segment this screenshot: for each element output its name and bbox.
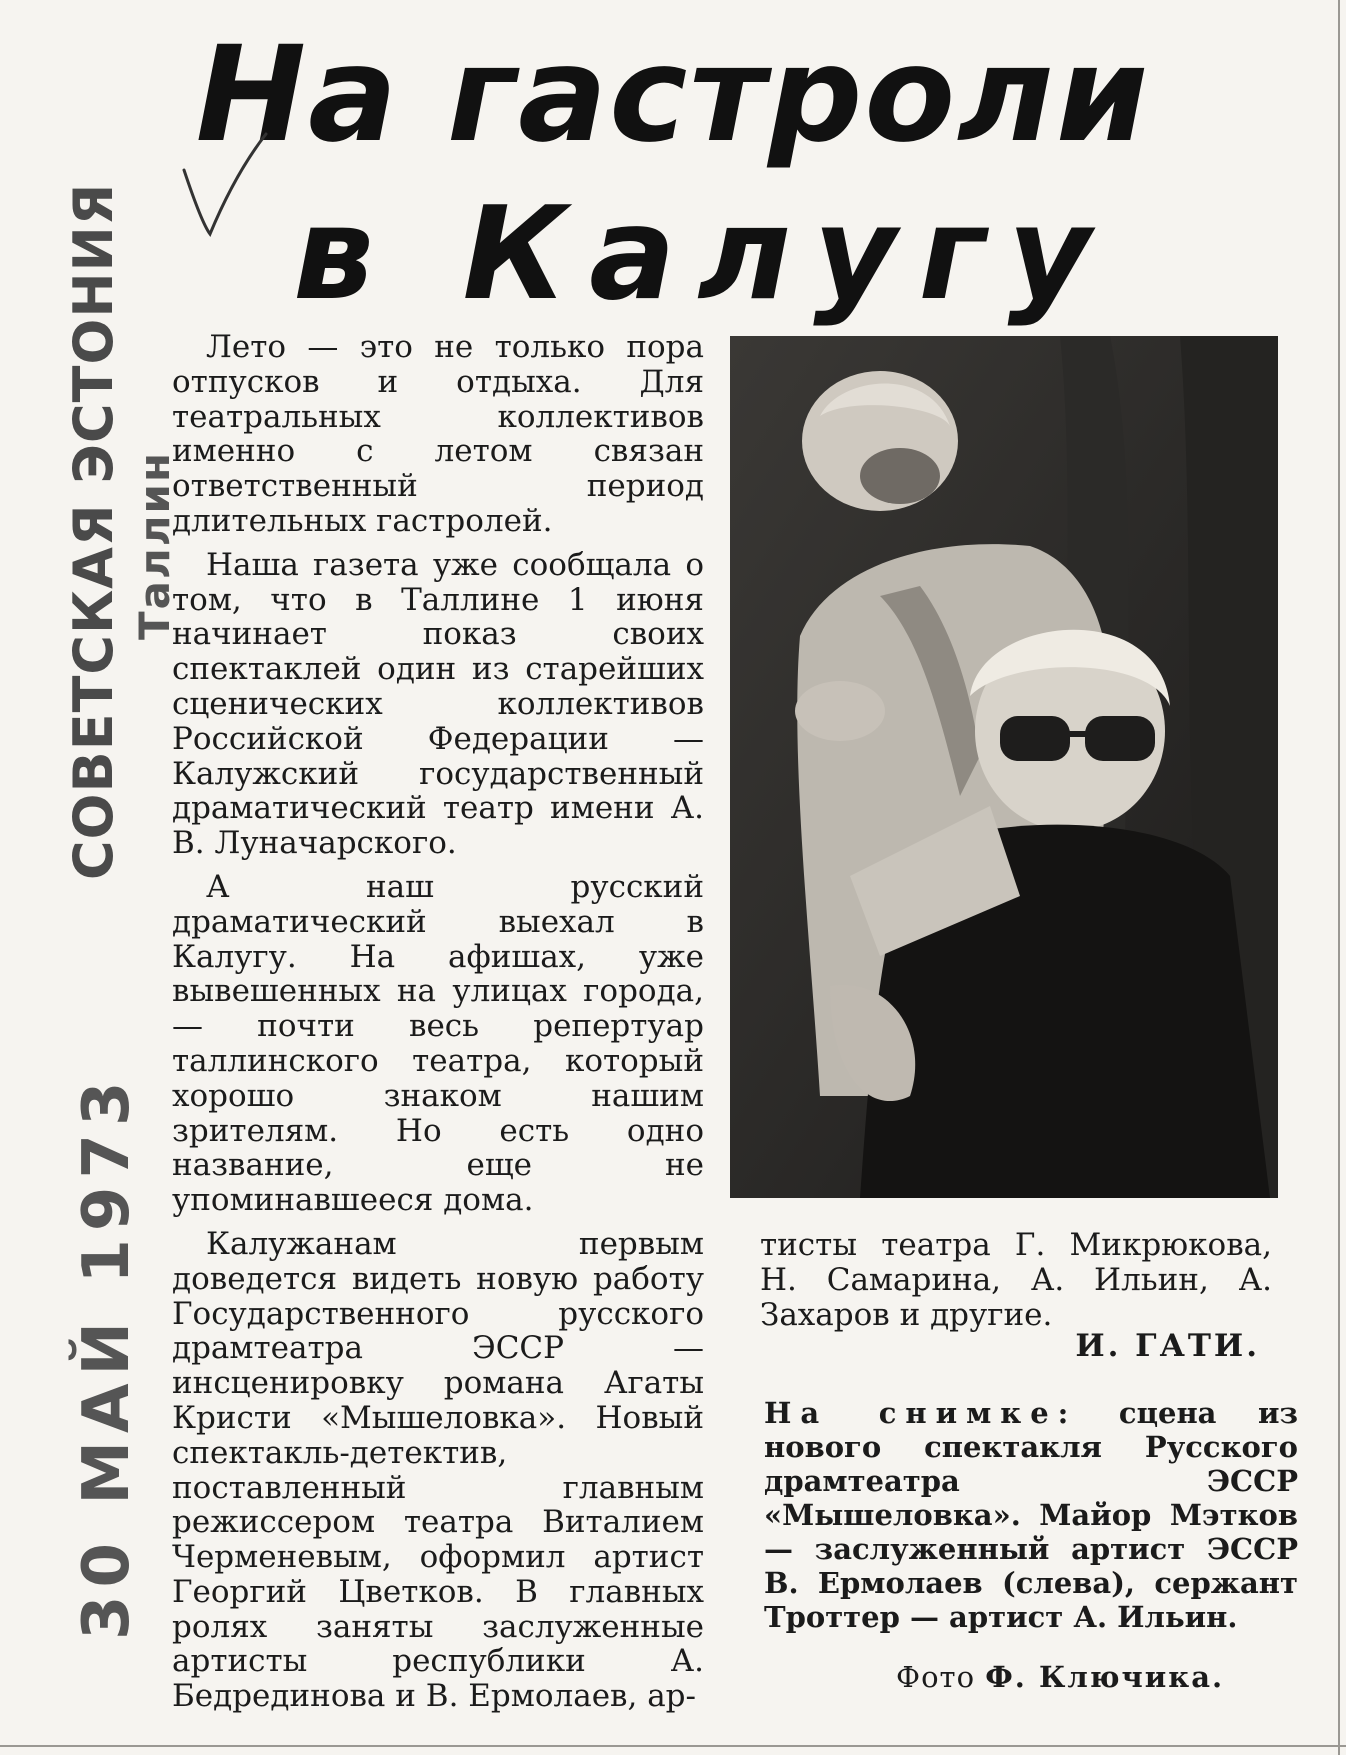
- photo-credit: [896, 1660, 1224, 1694]
- article-paragraph-1: Лето — это не только пора отпусков и отдыха. Для театральных коллективов именно с летом связан ответственный период длительных гастролей.: [172, 329, 704, 539]
- headline-line-1: На гастроли: [195, 18, 1151, 172]
- article-photo: [730, 336, 1278, 1198]
- article-author: И. ГАТИ.: [1075, 1328, 1260, 1364]
- article-paragraph-4: Калужанам первым доведется видеть новую работу Государственного русского драмтеатра ЭССР — инсценировку романа Агаты Кристи «Мышеловка». Новый спектакль-детектив, поставленный главным режиссером театра Виталием Черменевым, оформил артист Георгий Цветков. В главных ролях заняты заслуженные артисты республики А. Бедрединова и В. Ермолаев, ар-: [172, 1225, 704, 1715]
- stamp-date: 30 МАЙ 1973: [70, 1073, 144, 1640]
- headline-line-2: в Калугу: [292, 180, 1114, 329]
- stamp-newspaper-name: СОВЕТСКАЯ ЭСТОНИЯ: [62, 182, 125, 880]
- handwritten-check-mark: [180, 130, 270, 240]
- photo-scene: [730, 336, 1278, 1198]
- article-paragraph-2: Наша газета уже сообщала о том, что в Таллине 1 июня начинает показ своих спектаклей один из старейших сценических коллективов Российской Федерации — Калужский государственный драматический театр имени А. В. Луначарского.: [172, 546, 704, 862]
- article-column: [172, 330, 704, 1723]
- caption-text: сцена из нового спектакля Русского драмтеатра ЭССР «Мышеловка». Майор Мэтков — заслуженный артист ЭССР В. Ермолаев (слева), сержант Троттер — артист А. Ильин.: [764, 1396, 1298, 1634]
- stamp-city: Таллин: [130, 451, 179, 640]
- photo-credit-label: Фото: [896, 1660, 976, 1694]
- photo-credit-name: Ф. Ключика.: [985, 1660, 1225, 1694]
- article-paragraph-3: А наш русский драматический выехал в Калугу. На афишах, уже вывешенных на улицах города, — почти весь репертуар таллинского театра, который хорошо знаком нашим зрителям. Но есть одно название, еще не упоминавшееся дома.: [172, 868, 704, 1219]
- caption-lead: На снимке:: [764, 1396, 1078, 1430]
- article-continuation: тисты театра Г. Микрюкова, Н. Самарина, А. Ильин, А. Захаров и другие.: [760, 1227, 1272, 1333]
- photo-caption: [764, 1396, 1298, 1634]
- clipping-edge-bottom: [0, 1745, 1346, 1747]
